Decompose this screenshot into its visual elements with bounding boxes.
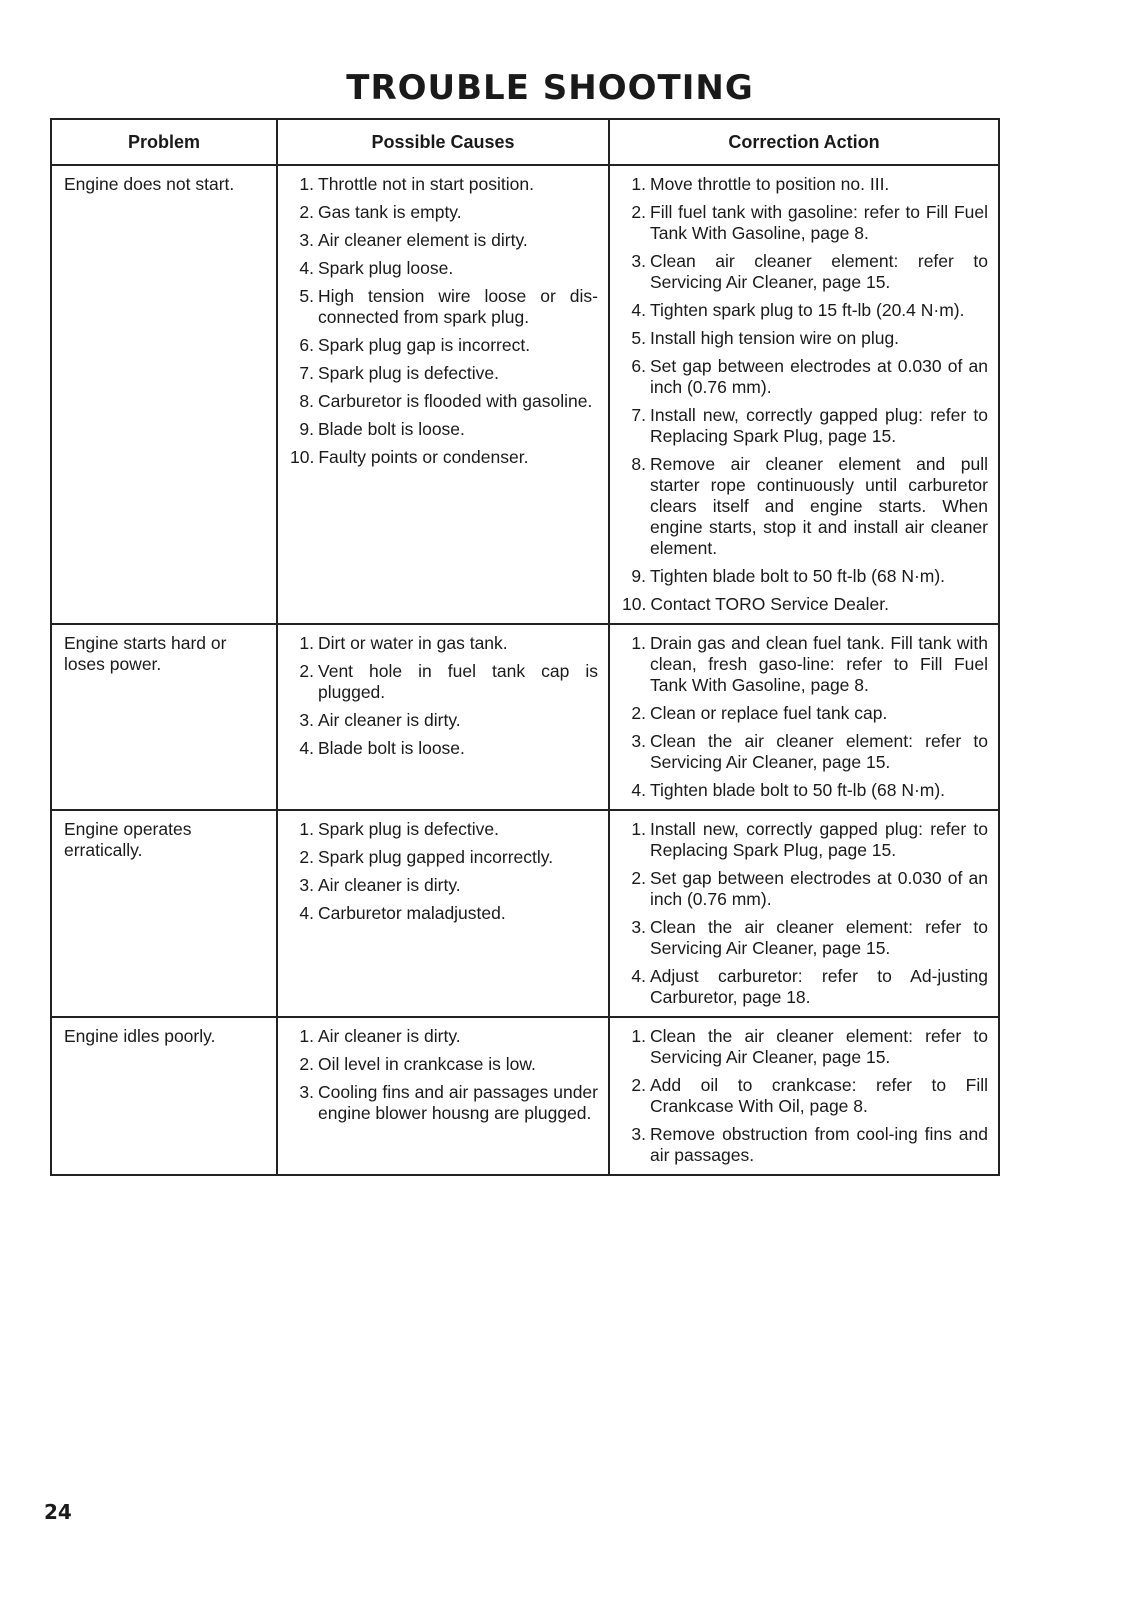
actions-list bbox=[622, 174, 988, 615]
item-number: 9. bbox=[299, 419, 314, 439]
problem-cell: Engine starts hard or loses power. bbox=[51, 624, 277, 810]
item-text: Remove air cleaner element and pull starter rope continuously until carburetor clears itself and engine starts. When engine starts, stop it and install air cleaner element. bbox=[650, 454, 988, 558]
item-text: Air cleaner is dirty. bbox=[318, 1026, 461, 1046]
item-number: 2. bbox=[299, 1054, 314, 1074]
list-item bbox=[622, 1075, 988, 1117]
list-item bbox=[622, 202, 988, 244]
actions-cell bbox=[609, 1017, 999, 1175]
item-number: 4. bbox=[299, 903, 314, 923]
item-text: Clean the air cleaner element: refer to Servicing Air Cleaner, page 15. bbox=[650, 917, 988, 958]
item-number: 2. bbox=[631, 703, 646, 723]
item-text: Clean the air cleaner element: refer to Servicing Air Cleaner, page 15. bbox=[650, 731, 988, 772]
item-text: Dirt or water in gas tank. bbox=[318, 633, 508, 653]
item-number: 3. bbox=[631, 1124, 646, 1144]
causes-list bbox=[290, 174, 598, 468]
item-number: 3. bbox=[299, 710, 314, 730]
item-text: Install new, correctly gapped plug: refer to Replacing Spark Plug, page 15. bbox=[650, 405, 988, 446]
list-item bbox=[290, 661, 598, 703]
item-text: Tighten blade bolt to 50 ft-lb (68 N·m). bbox=[650, 566, 946, 586]
list-item bbox=[622, 917, 988, 959]
item-number: 1. bbox=[631, 174, 646, 194]
list-item bbox=[622, 454, 988, 559]
list-item bbox=[622, 1026, 988, 1068]
list-item bbox=[290, 202, 598, 223]
causes-cell bbox=[277, 1017, 609, 1175]
item-text: Set gap between electrodes at 0.030 of an inch (0.76 mm). bbox=[650, 356, 988, 397]
list-item bbox=[290, 174, 598, 195]
list-item bbox=[290, 875, 598, 896]
item-number: 2. bbox=[631, 202, 646, 222]
list-item bbox=[290, 419, 598, 440]
item-number: 1. bbox=[631, 1026, 646, 1046]
list-item bbox=[622, 405, 988, 447]
item-number: 4. bbox=[631, 966, 646, 986]
item-number: 7. bbox=[631, 405, 646, 425]
causes-cell bbox=[277, 165, 609, 624]
item-number: 10. bbox=[622, 594, 647, 614]
causes-list bbox=[290, 1026, 598, 1124]
item-number: 4. bbox=[631, 780, 646, 800]
list-item bbox=[622, 566, 988, 587]
causes-list bbox=[290, 633, 598, 759]
list-item bbox=[622, 300, 988, 321]
item-text: Carburetor is flooded with gasoline. bbox=[318, 391, 593, 411]
item-text: High tension wire loose or dis-connected from spark plug. bbox=[318, 286, 598, 327]
item-number: 4. bbox=[299, 738, 314, 758]
list-item bbox=[290, 1026, 598, 1047]
item-text: Fill fuel tank with gasoline: refer to Fill Fuel Tank With Gasoline, page 8. bbox=[650, 202, 988, 243]
list-item bbox=[622, 251, 988, 293]
item-text: Tighten blade bolt to 50 ft-lb (68 N·m). bbox=[650, 780, 946, 800]
list-item bbox=[290, 903, 598, 924]
item-text: Remove obstruction from cool-ing fins and air passages. bbox=[650, 1124, 988, 1165]
table-row bbox=[51, 165, 999, 624]
item-number: 6. bbox=[299, 335, 314, 355]
list-item bbox=[622, 731, 988, 773]
item-text: Adjust carburetor: refer to Ad-justing Carburetor, page 18. bbox=[650, 966, 988, 1007]
list-item bbox=[290, 710, 598, 731]
item-text: Clean the air cleaner element: refer to Servicing Air Cleaner, page 15. bbox=[650, 1026, 988, 1067]
actions-cell bbox=[609, 810, 999, 1017]
actions-cell bbox=[609, 624, 999, 810]
table-body bbox=[51, 165, 999, 1175]
list-item bbox=[622, 633, 988, 696]
item-number: 3. bbox=[299, 230, 314, 250]
item-number: 5. bbox=[631, 328, 646, 348]
causes-cell bbox=[277, 810, 609, 1017]
list-item bbox=[290, 363, 598, 384]
item-text: Air cleaner element is dirty. bbox=[318, 230, 528, 250]
list-item bbox=[622, 703, 988, 724]
trouble-shooting-table bbox=[50, 118, 1000, 1176]
item-text: Clean air cleaner element: refer to Servicing Air Cleaner, page 15. bbox=[650, 251, 988, 292]
list-item bbox=[290, 286, 598, 328]
item-text: Add oil to crankcase: refer to Fill Crankcase With Oil, page 8. bbox=[650, 1075, 988, 1116]
item-number: 1. bbox=[631, 819, 646, 839]
list-item bbox=[290, 447, 598, 468]
item-text: Install new, correctly gapped plug: refer to Replacing Spark Plug, page 15. bbox=[650, 819, 988, 860]
item-text: Air cleaner is dirty. bbox=[318, 875, 461, 895]
item-number: 2. bbox=[631, 1075, 646, 1095]
table-row bbox=[51, 624, 999, 810]
item-number: 1. bbox=[299, 819, 314, 839]
item-number: 3. bbox=[631, 731, 646, 751]
item-number: 4. bbox=[631, 300, 646, 320]
item-text: Clean or replace fuel tank cap. bbox=[650, 703, 888, 723]
item-text: Gas tank is empty. bbox=[318, 202, 462, 222]
item-text: Tighten spark plug to 15 ft-lb (20.4 N·m). bbox=[650, 300, 965, 320]
item-text: Vent hole in fuel tank cap is plugged. bbox=[318, 661, 598, 702]
causes-cell bbox=[277, 624, 609, 810]
item-number: 7. bbox=[299, 363, 314, 383]
list-item bbox=[622, 328, 988, 349]
item-number: 8. bbox=[299, 391, 314, 411]
item-text: Move throttle to position no. III. bbox=[650, 174, 890, 194]
list-item bbox=[290, 258, 598, 279]
causes-list bbox=[290, 819, 598, 924]
item-number: 3. bbox=[299, 875, 314, 895]
item-number: 1. bbox=[631, 633, 646, 653]
list-item bbox=[290, 633, 598, 654]
table-row bbox=[51, 1017, 999, 1175]
item-text: Set gap between electrodes at 0.030 of an inch (0.76 mm). bbox=[650, 868, 988, 909]
item-number: 9. bbox=[631, 566, 646, 586]
item-text: Faulty points or condenser. bbox=[318, 447, 529, 467]
item-text: Carburetor maladjusted. bbox=[318, 903, 506, 923]
item-number: 10. bbox=[290, 447, 315, 467]
list-item bbox=[290, 1054, 598, 1075]
list-item bbox=[622, 594, 988, 615]
item-number: 5. bbox=[299, 286, 314, 306]
item-number: 2. bbox=[299, 847, 314, 867]
item-number: 2. bbox=[299, 202, 314, 222]
item-text: Throttle not in start position. bbox=[318, 174, 534, 194]
item-number: 2. bbox=[299, 661, 314, 681]
problem-cell: Engine does not start. bbox=[51, 165, 277, 624]
item-text: Spark plug gapped incorrectly. bbox=[318, 847, 554, 867]
item-text: Spark plug gap is incorrect. bbox=[318, 335, 531, 355]
actions-list bbox=[622, 1026, 988, 1166]
header-correction-action: Correction Action bbox=[609, 119, 999, 165]
list-item bbox=[290, 819, 598, 840]
header-problem: Problem bbox=[51, 119, 277, 165]
problem-cell: Engine idles poorly. bbox=[51, 1017, 277, 1175]
item-text: Blade bolt is loose. bbox=[318, 738, 465, 758]
list-item bbox=[290, 847, 598, 868]
item-number: 3. bbox=[631, 917, 646, 937]
item-text: Blade bolt is loose. bbox=[318, 419, 465, 439]
actions-cell bbox=[609, 165, 999, 624]
item-number: 3. bbox=[299, 1082, 314, 1102]
header-possible-causes: Possible Causes bbox=[277, 119, 609, 165]
list-item bbox=[290, 391, 598, 412]
item-text: Spark plug is defective. bbox=[318, 819, 499, 839]
item-number: 1. bbox=[299, 633, 314, 653]
item-text: Air cleaner is dirty. bbox=[318, 710, 461, 730]
page-number: 24 bbox=[44, 1500, 72, 1524]
problem-cell: Engine operates erratically. bbox=[51, 810, 277, 1017]
item-text: Cooling fins and air passages under engine blower housng are plugged. bbox=[318, 1082, 598, 1123]
list-item bbox=[290, 738, 598, 759]
table-row bbox=[51, 810, 999, 1017]
item-number: 4. bbox=[299, 258, 314, 278]
item-number: 2. bbox=[631, 868, 646, 888]
list-item bbox=[622, 356, 988, 398]
page-title: TROUBLE SHOOTING bbox=[346, 68, 754, 108]
actions-list bbox=[622, 633, 988, 801]
item-number: 1. bbox=[299, 174, 314, 194]
list-item bbox=[622, 819, 988, 861]
list-item bbox=[622, 174, 988, 195]
list-item bbox=[622, 780, 988, 801]
list-item bbox=[290, 335, 598, 356]
list-item bbox=[622, 966, 988, 1008]
item-number: 3. bbox=[631, 251, 646, 271]
item-text: Spark plug loose. bbox=[318, 258, 454, 278]
actions-list bbox=[622, 819, 988, 1008]
item-number: 8. bbox=[631, 454, 646, 474]
list-item bbox=[290, 230, 598, 251]
list-item bbox=[622, 868, 988, 910]
table-header-row bbox=[51, 119, 999, 165]
item-text: Contact TORO Service Dealer. bbox=[650, 594, 889, 614]
item-number: 1. bbox=[299, 1026, 314, 1046]
list-item bbox=[290, 1082, 598, 1124]
item-text: Oil level in crankcase is low. bbox=[318, 1054, 536, 1074]
item-text: Install high tension wire on plug. bbox=[650, 328, 900, 348]
item-text: Drain gas and clean fuel tank. Fill tank with clean, fresh gaso-line: refer to Fill Fuel Tank With Gasoline, page 8. bbox=[650, 633, 988, 695]
item-text: Spark plug is defective. bbox=[318, 363, 499, 383]
list-item bbox=[622, 1124, 988, 1166]
item-number: 6. bbox=[631, 356, 646, 376]
